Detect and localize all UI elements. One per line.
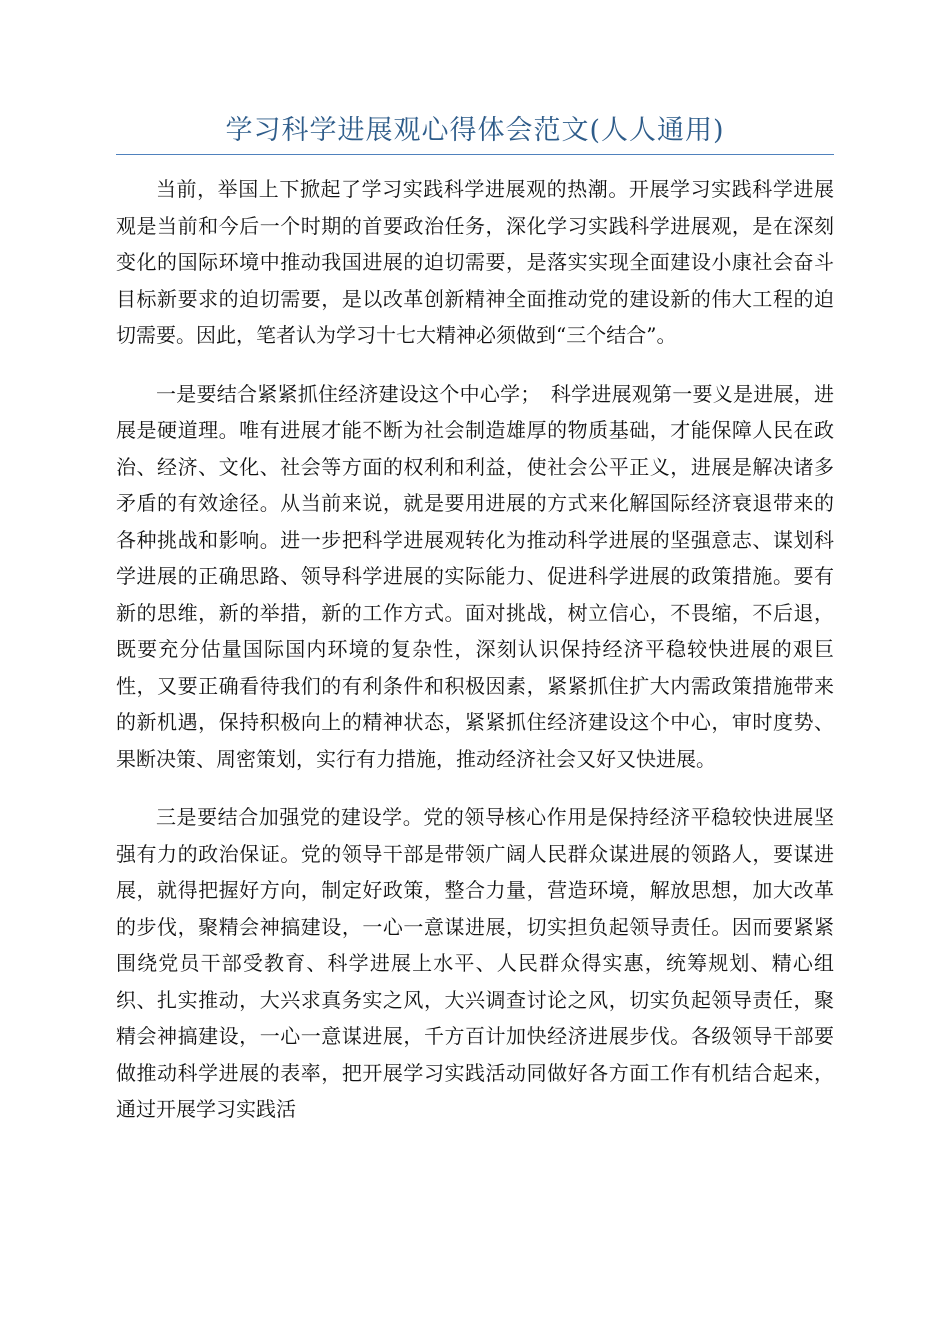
paragraph-party-building: 三是要结合加强党的建设学。党的领导核心作用是保持经济平稳较快进展坚强有力的政治保证。党的领导干部是带领广阔人民群众谋进展的领路人，要谋进展，就得把握好方向，制定好政策，整合力量，营造环境，解放思想，加大改革的步伐，聚精会神搞建设，一心一意谋进展，切实担负起领导责任。因而要紧紧围绕党员干部受教育、科学进展上水平、人民群众得实惠，统筹规划、精心组织、扎实推动，大兴求真务实之风，大兴调查讨论之风，切实负起领导责任，聚精会神搞建设，一心一意谋进展，千方百计加快经济进展步伐。各级领导干部要做推动科学进展的表率，把开展学习实践活动同做好各方面工作有机结合起来，通过开展学习实践活 [116, 805, 834, 1121]
paragraph-economic-construction: 一是要结合紧紧抓住经济建设这个中心学； 科学进展观第一要义是进展，进展是硬道理。唯有进展才能不断为社会制造雄厚的物质基础，才能保障人民在政治、经济、文化、社会等方面的权利和利益，使社会公平正义，进展是解决诸多矛盾的有效途径。从当前来说，就是要用进展的方式来化解国际经济衰退带来的各种挑战和影响。进一步把科学进展观转化为推动科学进展的坚强意志、谋划科学进展的正确思路、领导科学进展的实际能力、促进科学进展的政策措施。要有新的思维，新的举措，新的工作方式。面对挑战，树立信心，不畏缩，不后退，既要充分估量国际国内环境的复杂性，深刻认识保持经济平稳较快进展的艰巨性，又要正确看待我们的有利条件和积极因素，紧紧抓住扩大内需政策措施带来的新机遇，保持积极向上的精神状态，紧紧抓住经济建设这个中心，审时度势、果断决策、周密策划，实行有力措施，推动经济社会又好又快进展。 [116, 381, 834, 771]
paragraph-intro: 当前，举国上下掀起了学习实践科学进展观的热潮。开展学习实践科学进展观是当前和今后一个时期的首要政治任务，深化学习实践科学进展观，是在深刻变化的国际环境中推动我国进展的迫切需要，是落实实现全面建设小康社会奋斗目标新要求的迫切需要，是以改革创新精神全面推动党的建设新的伟大工程的迫切需要。因此，笔者认为学习十七大精神必须做到“三个结合”。 [116, 177, 834, 347]
document-title: 学习科学进展观心得体会范文(人人通用) [225, 115, 725, 146]
title-underline [116, 154, 834, 155]
document-body [116, 171, 834, 1150]
